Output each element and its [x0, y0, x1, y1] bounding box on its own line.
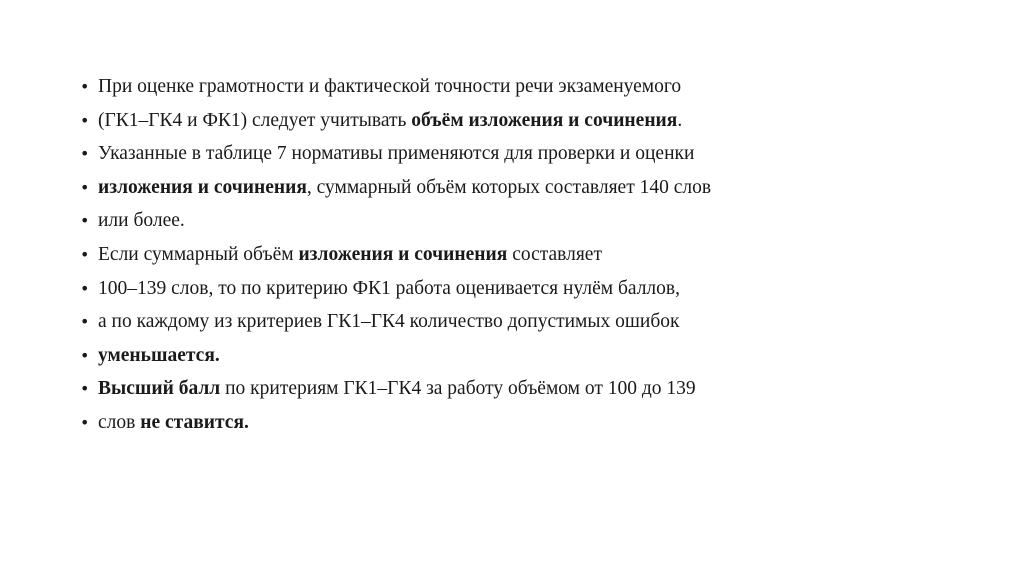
bullet-icon: •	[80, 77, 90, 96]
bullet-icon: •	[80, 211, 90, 231]
bullet-text: или более.	[98, 210, 185, 232]
bullet-text: Указанные в таблице 7 нормативы применяются для проверки и оценки	[98, 143, 695, 165]
bullet-text-bold: не ставится.	[140, 411, 249, 433]
bullet-text: Если суммарный объём	[98, 243, 299, 265]
bullet-text: .	[677, 109, 683, 131]
bullet-line	[80, 305, 711, 339]
bullet-line	[80, 104, 711, 138]
bullet-icon: •	[80, 177, 90, 197]
bullet-text-bold: изложения и сочинения	[298, 243, 508, 265]
bullet-line	[80, 238, 711, 272]
bullet-text: слов	[98, 411, 141, 433]
bullet-text-bold: Высший балл	[98, 378, 221, 400]
bullet-text: составляет	[507, 243, 602, 265]
bullet-text: 100–139 слов, то по критерию ФК1 работа оценивается нулём баллов,	[98, 277, 680, 299]
bullet-icon: •	[80, 345, 90, 365]
bullet-icon: •	[80, 312, 90, 332]
bullet-list	[80, 70, 711, 440]
bullet-line	[80, 204, 711, 238]
bullet-icon: •	[80, 110, 90, 130]
bullet-icon: •	[80, 244, 90, 264]
bullet-text: При оценке грамотности и фактической точности речи экзаменуемого	[98, 76, 682, 97]
bullet-line	[80, 137, 711, 171]
bullet-text: (ГК1–ГК4 и ФК1) следует учитывать	[98, 109, 412, 131]
bullet-text-bold: объём изложения и сочинения	[411, 109, 678, 131]
bullet-text: по критериям ГК1–ГК4 за работу объёмом от 100 до 139	[220, 378, 696, 400]
bullet-line	[80, 272, 711, 306]
bullet-line	[80, 339, 711, 373]
bullet-line	[80, 372, 711, 406]
bullet-line	[80, 70, 711, 104]
bullet-icon: •	[80, 144, 90, 164]
bullet-text-bold: изложения и сочинения	[98, 176, 307, 198]
bullet-icon: •	[80, 412, 90, 432]
bullet-icon: •	[80, 379, 90, 399]
bullet-text: , суммарный объём которых составляет 140 слов	[306, 176, 712, 198]
bullet-text: а по каждому из критериев ГК1–ГК4 количество допустимых ошибок	[98, 311, 680, 333]
bullet-icon: •	[80, 278, 90, 298]
bullet-line	[80, 171, 711, 205]
bullet-line	[80, 406, 711, 440]
bullet-text-bold: уменьшается.	[98, 344, 220, 366]
